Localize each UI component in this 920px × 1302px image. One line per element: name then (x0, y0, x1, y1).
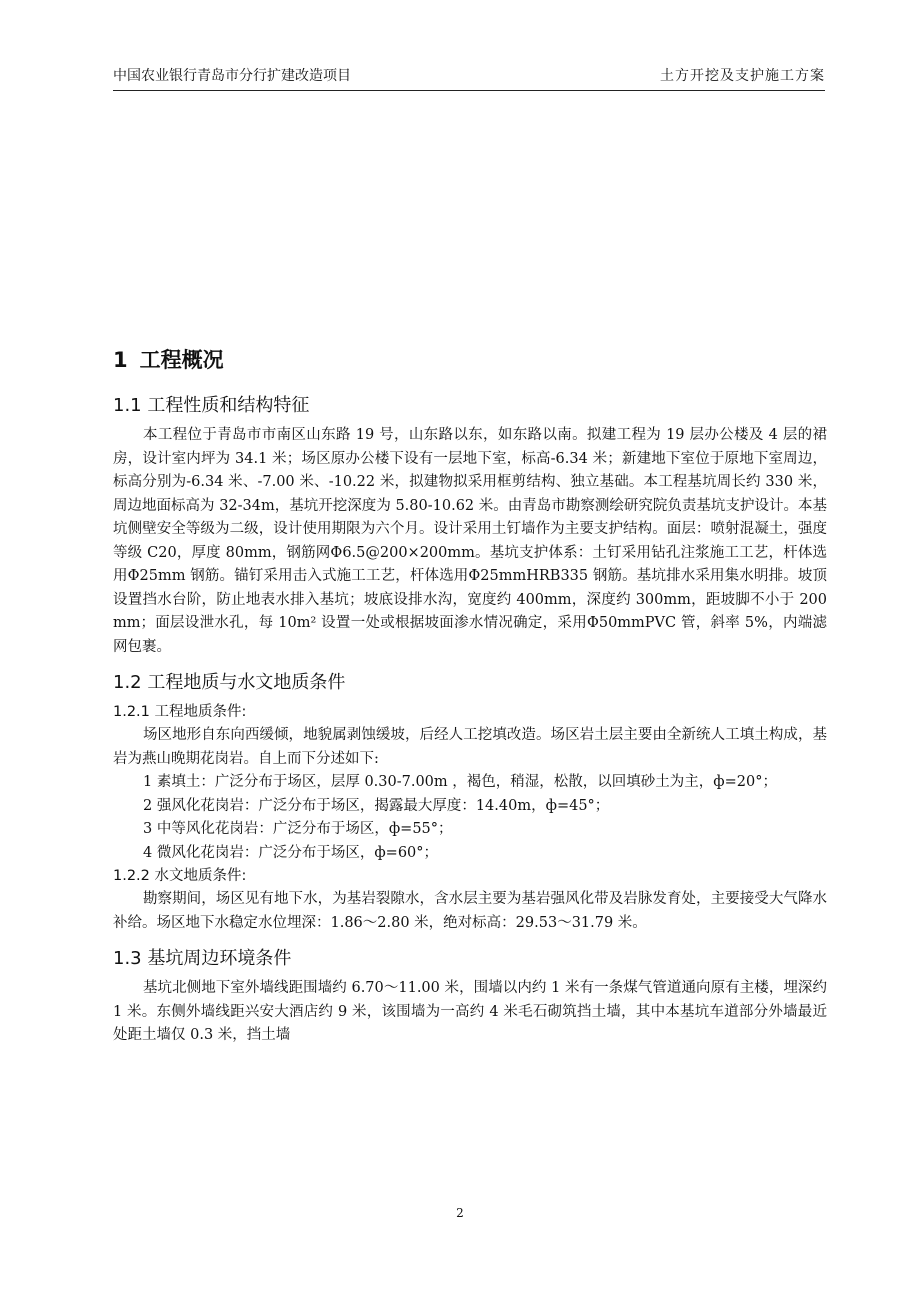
section-1-2-2-heading: 1.2.2 水文地质条件: (113, 868, 247, 884)
chapter-number: 1 (113, 348, 128, 372)
soil-layer-4: 4 微风化花岗岩：广泛分布于场区，ф=60°； (143, 844, 439, 861)
soil-layer-1: 1 素填土：广泛分布于场区，层厚 0.30-7.00m ，褐色，稍湿，松散，以回填砂土为主，ф=20°； (143, 774, 777, 790)
chapter-heading (113, 338, 827, 382)
section-1-2-heading: 1.2 工程地质与水文地质条件 (113, 672, 346, 693)
page-header (113, 64, 825, 91)
soil-layer-3: 3 中等风化花岗岩：广泛分布于场区，ф=55°； (143, 821, 453, 837)
section-1-2-2-paragraph: 勘察期间，场区见有地下水，为基岩裂隙水，含水层主要为基岩强风化带及岩脉发育处，主要接受大气降水补给。场区地下水稳定水位埋深：1.86～2.80 米，绝对标高：29.53～31.79 米。 (113, 891, 827, 931)
header-document-title: 土方开挖及支护施工方案 (660, 68, 825, 84)
page-number: 2 (456, 1206, 464, 1220)
section-1-1-heading: 1.1 工程性质和结构特征 (113, 395, 310, 416)
section-1-2-1-heading: 1.2.1 工程地质条件: (113, 704, 247, 720)
section-1-1-paragraph: 本工程位于青岛市市南区山东路 19 号，山东路以东，如东路以南。拟建工程为 19 层办公楼及 4 层的裙房，设计室内坪为 34.1 米；场区原办公楼下设有一层地下室，标高-6.34 米；新建地下室位于原地下室周边，标高分别为-6.34 米、-7.00 米、-10.22 米，拟建物拟采用框剪结构、独立基础。本工程基坑周长约 330 米，周边地面标高为 32-34m，基坑开挖深度为 5.80-10.62 米。由青岛市勘察测绘研究院负责基坑支护设计。本基坑侧壁安全等级为二级，设计使用期限为六个月。设计采用土钉墙作为主要支护结构。面层：喷射混凝土，强度等级 C20，厚度 80mm，钢筋网Φ6.5@200×200mm。基坑支护体系：土钉采用钻孔注浆施工工艺，杆体选用Φ25mm 钢筋。锚钉采用击入式施工工艺，杆体选用Φ25mmHRB335 钢筋。基坑排水采用集水明排。坡顶设置挡水台阶，防止地表水排入基坑；坡底设排水沟，宽度约 400mm，深度约 300mm，距坡脚不小于 200mm；面层设泄水孔，每 10m² 设置一处或根据坡面渗水情况确定，采用Φ50mmPVC 管，斜率 5%，内端滤网包裹。 (113, 427, 827, 655)
chapter-title: 工程概况 (139, 348, 224, 372)
document-body (113, 338, 827, 1048)
section-1-2-1-paragraph: 场区地形自东向西缓倾，地貌属剥蚀缓坡，后经人工挖填改造。场区岩土层主要由全新统人工填土构成，基岩为燕山晚期花岗岩。自上而下分述如下: (113, 727, 827, 767)
section-1-3-paragraph: 基坑北侧地下室外墙线距围墙约 6.70～11.00 米，围墙以内约 1 米有一条煤气管道通向原有主楼，埋深约 1 米。东侧外墙线距兴安大酒店约 9 米，该围墙为一高约 4 米毛石砌筑挡土墙，其中本基坑车道部分外墙最近处距土墙仅 0.3 米，挡土墙 (113, 980, 827, 1043)
section-1-3-heading: 1.3 基坑周边环境条件 (113, 948, 292, 969)
soil-layer-2: 2 强风化花岗岩：广泛分布于场区，揭露最大厚度：14.40m，ф=45°； (143, 797, 610, 814)
header-project-name: 中国农业银行青岛市分行扩建改造项目 (113, 68, 351, 84)
